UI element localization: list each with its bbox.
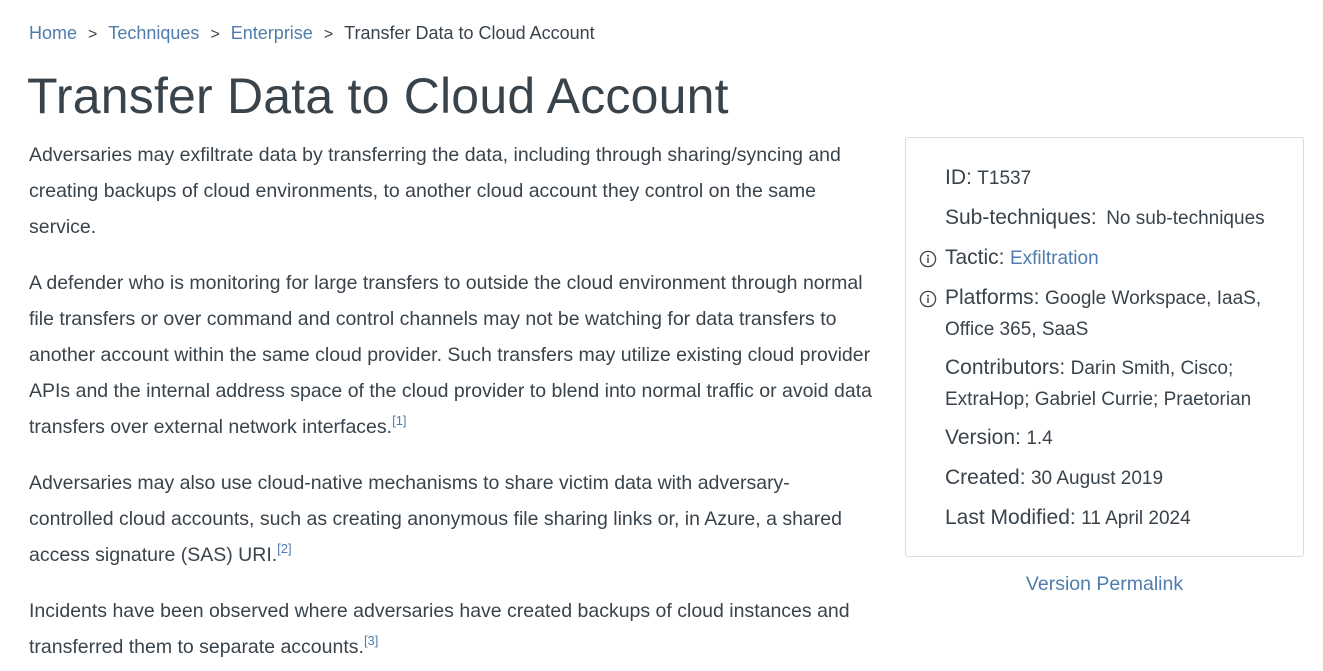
info-circle-icon[interactable] [919,250,937,268]
card-tactic-link[interactable]: Exfiltration [1009,248,1099,269]
breadcrumb-separator: > [210,26,220,43]
technique-description [29,137,874,671]
breadcrumb-techniques-link[interactable]: Techniques [108,23,200,43]
breadcrumb-home-link[interactable]: Home [29,23,78,43]
description-text: A defender who is monitoring for large transfers to outside the cloud environment through normal file transfers or over command and control channels may not be watching for data transfers to another account within the same cloud provider. Such transfers may utilize existing cloud provider APIs and the internal address space of the cloud provider to blend into normal traffic or avoid data transfers over external network interfaces. [29,272,872,438]
card-created-label: Created: [945,466,1026,489]
card-contributors-label: Contributors: [945,356,1066,379]
card-subtechniques-row [945,203,1290,234]
breadcrumb-separator: > [323,26,334,43]
info-circle-icon[interactable] [919,290,937,308]
card-contributors-row [945,353,1290,415]
description-paragraph [29,593,874,665]
card-version-value: 1.4 [1026,428,1053,449]
card-id-value: T1537 [977,168,1032,189]
page-title: Transfer Data to Cloud Account [27,68,729,124]
card-subtechniques-label: Sub-techniques: [945,206,1097,229]
card-id-label: ID: [945,166,972,189]
technique-info-card [905,137,1304,557]
card-version-row [945,423,1290,454]
card-tactic-row [945,243,1290,274]
reference-link-1[interactable]: [1] [392,413,407,428]
card-modified-label: Last Modified: [945,506,1076,529]
card-platforms-label: Platforms: [945,286,1040,309]
card-platforms-row [945,283,1290,345]
reference-link-3[interactable]: [3] [363,633,379,648]
card-created-row [945,463,1290,494]
card-contributors-value: Darin Smith, Cisco; ExtraHop; Gabriel Currie; Praetorian [945,358,1252,410]
card-platforms-value: Google Workspace, IaaS, Office 365, SaaS [945,288,1262,340]
reference-link-2[interactable]: [2] [277,541,292,556]
breadcrumb-current: Transfer Data to Cloud Account [344,23,595,43]
breadcrumb-separator: > [88,26,98,43]
card-version-label: Version: [945,426,1021,449]
version-permalink-link[interactable]: Version Permalink [1025,573,1184,595]
card-tactic-label: Tactic: [945,246,1005,269]
version-permalink-container [905,571,1304,597]
breadcrumb [29,21,595,47]
description-text: Adversaries may exfiltrate data by transferring the data, including through sharing/syncing and creating backups of cloud environments, to another cloud account they control on the same service. [29,144,841,238]
description-paragraph [29,137,874,245]
card-modified-value: 11 April 2024 [1081,508,1191,529]
description-text: Adversaries may also use cloud-native mechanisms to share victim data with adversary-controlled cloud accounts, such as creating anonymous file sharing links or, in Azure, a shared access signature (SAS) URI. [29,472,842,566]
card-modified-row [945,503,1290,534]
card-id-row [945,163,1290,194]
description-text: Incidents have been observed where adversaries have created backups of cloud instances and transferred them to separate accounts. [29,600,850,658]
card-created-value: 30 August 2019 [1030,468,1164,489]
description-paragraph [29,265,874,445]
description-paragraph [29,465,874,573]
breadcrumb-enterprise-link[interactable]: Enterprise [230,23,313,43]
card-subtechniques-value: No sub-techniques [1106,208,1265,229]
